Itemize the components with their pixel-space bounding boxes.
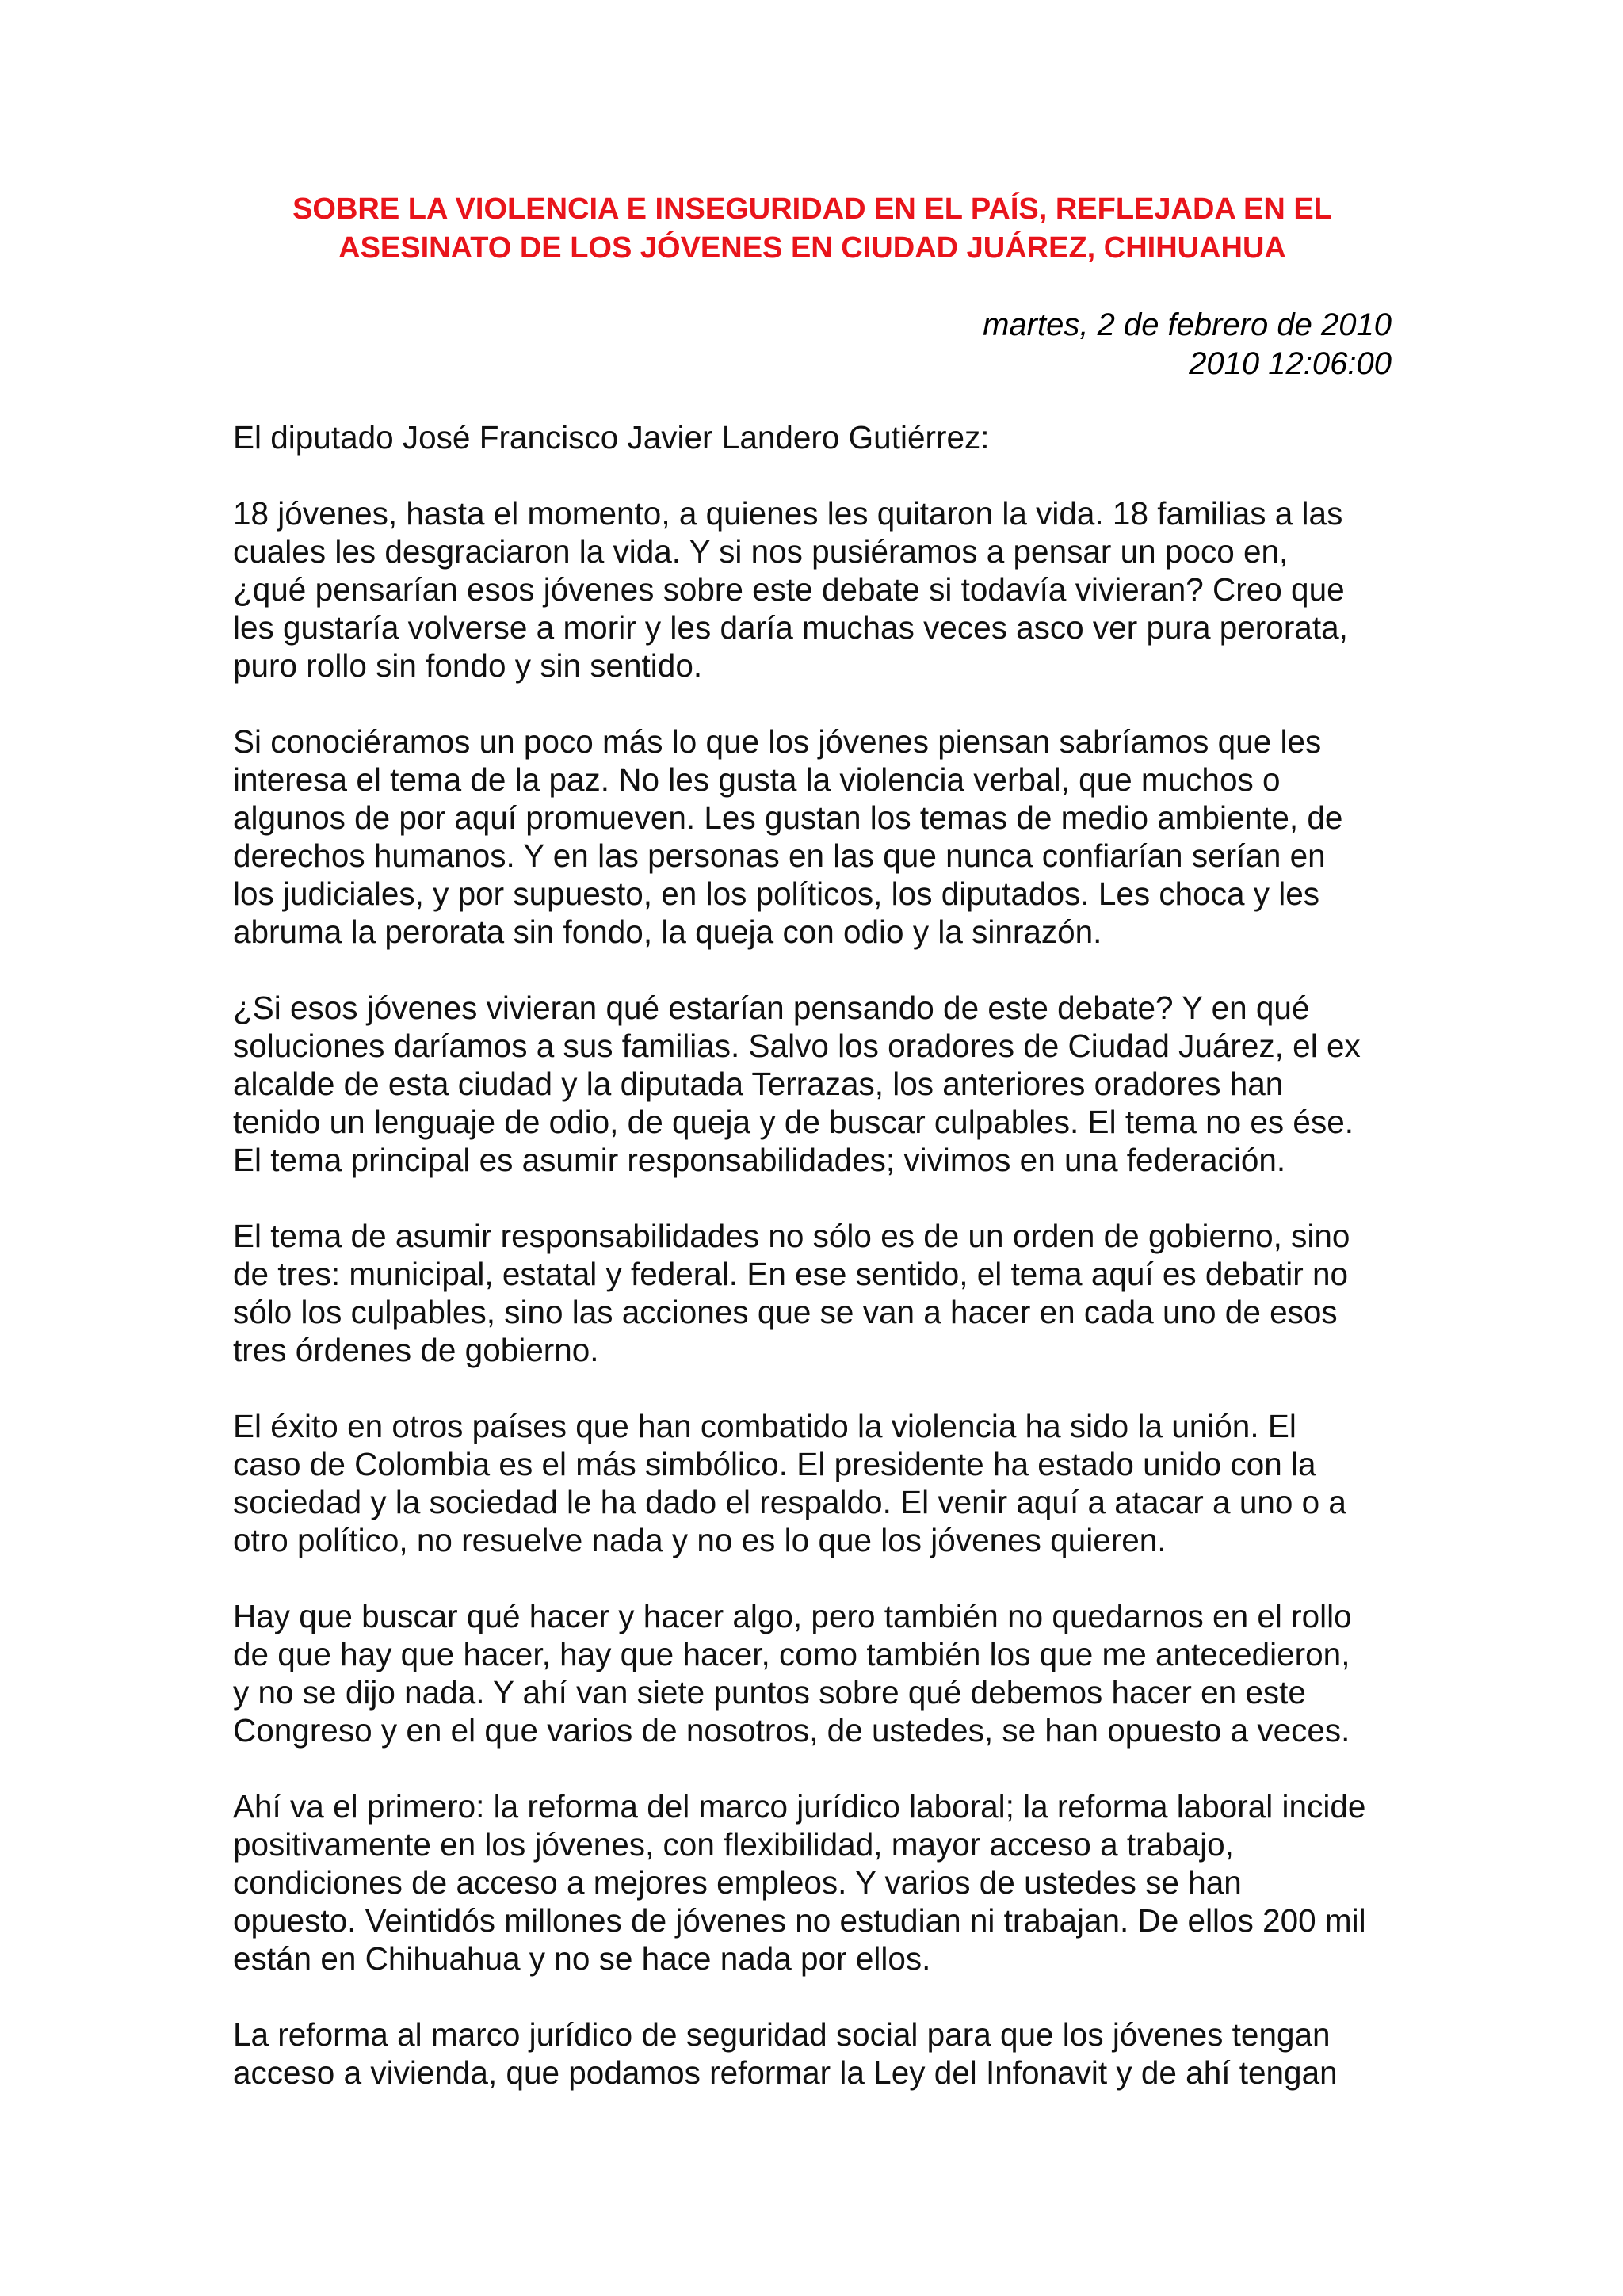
speaker-line [233,418,1422,456]
speaker-text: El diputado José Francisco Javier Landero Gutiérrez: [233,419,990,456]
date-line: martes, 2 de febrero de 2010 [983,307,1392,342]
paragraph [233,1407,1422,1559]
paragraph-line: puro rollo sin fondo y sin sentido. [233,647,703,684]
paragraph-line: 18 jóvenes, hasta el momento, a quienes les quitaron la vida. 18 familias a las [233,495,1343,532]
paragraph-line: La reforma al marco jurídico de seguridad social para que los jóvenes tengan [233,2016,1331,2053]
paragraph-line: alcalde de esta ciudad y la diputada Terrazas, los anteriores oradores han [233,1066,1284,1102]
paragraph-line: El éxito en otros países que han combatido la violencia ha sido la unión. El [233,1408,1296,1444]
paragraph-line: y no se dijo nada. Y ahí van siete puntos sobre qué debemos hacer en este [233,1674,1306,1711]
paragraph-line: de tres: municipal, estatal y federal. En ese sentido, el tema aquí es debatir no [233,1256,1349,1292]
paragraph-line: Congreso y en el que varios de nosotros, de ustedes, se han opuesto a veces. [233,1712,1350,1749]
paragraph-line: interesa el tema de la paz. No les gusta la violencia verbal, que muchos o [233,761,1281,798]
paragraph [233,1787,1422,1978]
paragraph [233,1597,1422,1749]
paragraph-line: algunos de por aquí promueven. Les gustan los temas de medio ambiente, de [233,799,1343,836]
paragraph-line: caso de Colombia es el más simbólico. El presidente ha estado unido con la [233,1446,1316,1482]
paragraph-line: tenido un lenguaje de odio, de queja y de buscar culpables. El tema no es ése. [233,1104,1354,1140]
paragraph-line: El tema de asumir responsabilidades no sólo es de un orden de gobierno, sino [233,1218,1350,1254]
paragraph-line: Hay que buscar qué hacer y hacer algo, pero también no quedarnos en el rollo [233,1598,1352,1634]
date-block [792,306,1392,383]
paragraph-line: cuales les desgraciaron la vida. Y si nos pusiéramos a pensar un poco en, [233,533,1289,570]
paragraph [233,2016,1422,2092]
title-line: SOBRE LA VIOLENCIA E INSEGURIDAD EN EL PAÍS, REFLEJADA EN EL [292,193,1332,226]
paragraph [233,989,1422,1179]
paragraph-line: tres órdenes de gobierno. [233,1332,599,1368]
paragraph-line: sólo los culpables, sino las acciones que se van a hacer en cada uno de esos [233,1294,1338,1330]
paragraph-line: Si conociéramos un poco más lo que los jóvenes piensan sabríamos que les [233,723,1322,760]
paragraph-line: les gustaría volverse a morir y les daría muchas veces asco ver pura perorata, [233,609,1348,646]
document-title [198,190,1426,268]
paragraph-line: condiciones de acceso a mejores empleos. Y varios de ustedes se han [233,1864,1242,1901]
paragraph-line: sociedad y la sociedad le ha dado el respaldo. El venir aquí a atacar a uno o a [233,1484,1346,1520]
paragraph-line: otro político, no resuelve nada y no es lo que los jóvenes quieren. [233,1522,1167,1558]
paragraph-line: están en Chihuahua y no se hace nada por ellos. [233,1940,931,1977]
paragraph-line: ¿qué pensarían esos jóvenes sobre este debate si todavía vivieran? Creo que [233,571,1345,608]
paragraph-line: El tema principal es asumir responsabilidades; vivimos en una federación. [233,1142,1286,1178]
paragraph-line: positivamente en los jóvenes, con flexibilidad, mayor acceso a trabajo, [233,1826,1234,1863]
paragraph-line: ¿Si esos jóvenes vivieran qué estarían pensando de este debate? Y en qué [233,990,1310,1026]
paragraph [233,723,1422,951]
paragraph [233,494,1422,685]
paragraph-line: abruma la perorata sin fondo, la queja con odio y la sinrazón. [233,913,1102,950]
paragraph [233,1217,1422,1369]
paragraph-line: opuesto. Veintidós millones de jóvenes no estudian ni trabajan. De ellos 200 mil [233,1902,1366,1939]
paragraph-line: Ahí va el primero: la reforma del marco jurídico laboral; la reforma laboral incide [233,1788,1366,1825]
paragraph-line: derechos humanos. Y en las personas en las que nunca confiarían serían en [233,837,1326,874]
title-line: ASESINATO DE LOS JÓVENES EN CIUDAD JUÁREZ, CHIHUAHUA [338,231,1286,265]
time-line: 2010 12:06:00 [1189,346,1392,381]
paragraph-line: acceso a vivienda, que podamos reformar la Ley del Infonavit y de ahí tengan [233,2054,1338,2091]
paragraph-line: los judiciales, y por supuesto, en los políticos, los diputados. Les choca y les [233,875,1320,912]
document-body [233,418,1422,2130]
paragraph-line: de que hay que hacer, hay que hacer, como también los que me antecedieron, [233,1636,1350,1672]
paragraph-line: soluciones daríamos a sus familias. Salvo los oradores de Ciudad Juárez, el ex [233,1028,1361,1064]
